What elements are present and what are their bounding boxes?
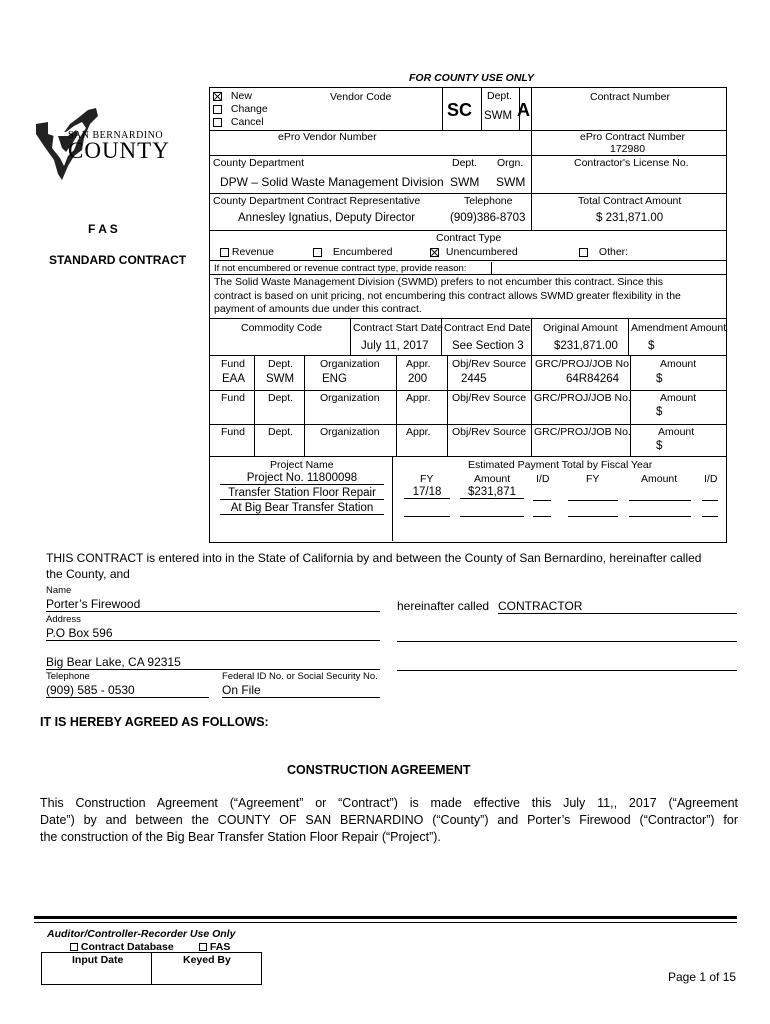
name-label: Name (46, 585, 72, 596)
type-revenue (220, 246, 274, 258)
appr-label: Appr. (406, 392, 431, 404)
grc-label: GRC/PROJ/JOB No. (534, 392, 631, 404)
rep-name: Annesley Ignatius, Deputy Director (238, 212, 416, 224)
county-dept-label: County Department (213, 157, 305, 169)
rep-telephone: (909)386-8703 (450, 212, 526, 224)
reason-line: contract is based on unit pricing, not encumbering this contract allows SWMD greater flexibility in the (214, 289, 681, 302)
reason-label: If not encumbered or revenue contract type, provide reason: (214, 263, 467, 274)
encumbered-checkbox[interactable] (313, 248, 322, 257)
county-logo (34, 104, 169, 186)
telephone-label: Telephone (464, 195, 513, 207)
fedid-label: Federal ID No. or Social Security No. (222, 671, 378, 682)
epro-contract-number: 172980 (610, 143, 646, 155)
status-group (213, 90, 268, 129)
reason-line: The Solid Waste Management Division (SWMD) prefers to not encumber this contract. Since this (214, 276, 663, 288)
license-label: Contractor's License No. (574, 157, 689, 169)
intro-line: the County, and (46, 567, 130, 581)
fund-value: EAA (222, 373, 246, 385)
dept-value-top: SWM (484, 110, 513, 122)
fy-label: FY (586, 473, 600, 485)
project-line: At Big Bear Transfer Station (220, 502, 384, 515)
agreed-heading: IT IS HEREBY AGREED AS FOLLOWS: (40, 715, 269, 729)
project-line: Project No. 11800098 (220, 472, 384, 485)
fas-label: F A S (88, 222, 118, 236)
contract-number-label: Contract Number (590, 91, 670, 103)
original-amount: $231,871.00 (554, 340, 618, 352)
original-amount-label: Original Amount (543, 322, 618, 334)
amendment-amount: $ (648, 340, 655, 352)
amendment-amount-label: Amendment Amount (631, 322, 727, 334)
new-label: New (230, 90, 252, 102)
cancel-checkbox[interactable] (213, 118, 222, 127)
obj-label: Obj/Rev Source (452, 358, 527, 370)
est-payment-label: Estimated Payment Total by Fiscal Year (468, 459, 653, 471)
contract-database-label: Contract Database (80, 941, 174, 953)
type-encumbered (313, 246, 392, 258)
fund-label: Fund (221, 392, 245, 404)
agreement-title: CONSTRUCTION AGREEMENT (287, 763, 471, 777)
footer-rule (34, 916, 737, 919)
project-amount: $231,871 (460, 486, 524, 499)
unencumbered-checkbox[interactable] (430, 248, 439, 257)
fund-amount: $ (656, 406, 663, 418)
id-label: I/D (704, 473, 718, 485)
intro-paragraph (46, 550, 746, 582)
agreement-line: Date”) by and between the COUNTY OF SAN BERNARDINO (“County”) and Porter’s Firewood (“Contractor”) for (40, 813, 738, 827)
appr-label: Appr. (406, 426, 431, 438)
fas-checkbox[interactable] (199, 943, 207, 951)
amount-label: Amount (658, 426, 695, 438)
grc-label: GRC/PROJ/JOB No (535, 358, 629, 370)
input-date-label: Input Date (72, 954, 124, 966)
org-label: Organization (320, 358, 380, 370)
org-label: Organization (320, 426, 380, 438)
intro-line: THIS CONTRACT is entered into in the State of California by and between the County of San Bernardino, hereinafter called (46, 551, 702, 565)
start-date-label: Contract Start Date (353, 322, 443, 334)
project-name-label: Project Name (270, 459, 334, 471)
standard-contract-label: STANDARD CONTRACT (49, 253, 187, 267)
fund-dept-label: Dept. (268, 426, 294, 438)
dept-value: SWM (450, 175, 480, 189)
page-number: Page 1 of 15 (668, 970, 737, 984)
contract-database-checkbox[interactable] (70, 943, 78, 951)
project-amount-label: Amount (641, 473, 678, 485)
start-date: July 11, 2017 (361, 340, 429, 352)
revenue-label: Revenue (231, 246, 274, 258)
cancel-label: Cancel (230, 116, 264, 128)
a-code: A (517, 100, 530, 120)
obj-label: Obj/Rev Source (452, 426, 527, 438)
total-amount: $ 231,871.00 (596, 212, 664, 224)
orgn-label: Orgn. (497, 157, 524, 169)
fund-amount: $ (656, 373, 663, 385)
project-line: Transfer Station Floor Repair (220, 487, 384, 500)
address-label: Address (46, 614, 81, 625)
commodity-code-label: Commodity Code (241, 322, 323, 334)
agreement-line: This Construction Agreement (“Agreement” or “Contract”) is made effective this July 11,, 2017 (“Agreement (40, 796, 738, 810)
sc-code: SC (447, 100, 473, 120)
contractor-telephone: (909) 585 - 0530 (46, 683, 209, 698)
epro-contract-label: ePro Contract Number (580, 131, 686, 143)
telephone-label-2: Telephone (46, 671, 90, 682)
end-date-label: Contract End Date (444, 322, 531, 334)
fas-option-label: FAS (209, 941, 231, 953)
fy-label: FY (420, 473, 434, 485)
reason-text (214, 276, 724, 317)
county-use-only-heading: FOR COUNTY USE ONLY (409, 72, 535, 84)
contractor-designation: CONTRACTOR (498, 599, 737, 614)
fund-amount: $ (656, 440, 663, 452)
rep-label: County Department Contract Representative (213, 195, 421, 207)
county-dept-value: DPW – Solid Waste Management Division (220, 175, 444, 189)
encumbered-label: Encumbered (332, 246, 393, 258)
project-amount-label: Amount (474, 473, 511, 485)
logo-text-line1: SAN BERNARDINO (68, 130, 164, 141)
vendor-code-label: Vendor Code (330, 91, 392, 103)
appr-value: 200 (408, 373, 428, 385)
amount-label: Amount (660, 392, 697, 404)
orgn-value: SWM (496, 175, 526, 189)
address-line1: P.O Box 596 (46, 626, 380, 641)
keyed-by-label: Keyed By (183, 954, 231, 966)
org-label: Organization (320, 392, 380, 404)
type-other (579, 246, 628, 258)
address-line2: Big Bear Lake, CA 92315 (46, 655, 380, 670)
fund-label: Fund (221, 358, 245, 370)
logo-text-line2: COUNTY (68, 138, 170, 163)
new-checkbox[interactable] (213, 92, 222, 101)
fund-label: Fund (221, 426, 245, 438)
change-label: Change (230, 103, 268, 115)
fund-dept-label: Dept. (268, 358, 294, 370)
obj-value: 2445 (461, 373, 487, 385)
dept-label-2: Dept. (452, 157, 478, 169)
unencumbered-label: Unencumbered (445, 246, 518, 258)
fund-dept-label: Dept. (268, 392, 294, 404)
org-value: ENG (322, 373, 347, 385)
id-label: I/D (536, 473, 550, 485)
fedid-value: On File (222, 683, 380, 698)
contractor-name: Porter’s Firewood (46, 597, 380, 612)
total-amount-label: Total Contract Amount (578, 195, 682, 207)
project-fy: 17/18 (404, 486, 450, 499)
amount-label: Amount (660, 358, 697, 370)
hereinafter-label: hereinafter called (397, 599, 490, 613)
dept-label-top: Dept. (487, 90, 513, 102)
appr-label: Appr. (406, 358, 431, 370)
other-label: Other: (598, 246, 629, 258)
end-date: See Section 3 (452, 340, 524, 352)
fund-dept-value: SWM (266, 373, 295, 385)
change-checkbox[interactable] (213, 105, 222, 114)
agreement-paragraph (40, 795, 738, 846)
auditor-label: Auditor/Controller-Recorder Use Only (47, 928, 236, 940)
contract-type-label: Contract Type (436, 232, 502, 244)
other-checkbox[interactable] (579, 248, 588, 257)
obj-label: Obj/Rev Source (452, 392, 527, 404)
grc-label: GRC/PROJ/JOB No. (534, 426, 631, 438)
agreement-line: the construction of the Big Bear Transfer Station Floor Repair (“Project”). (40, 830, 441, 844)
epro-vendor-label: ePro Vendor Number (278, 131, 377, 143)
revenue-checkbox[interactable] (220, 248, 229, 257)
reason-line: payment of amounts due under this contract. (214, 303, 422, 315)
type-unencumbered (430, 246, 518, 258)
grc-value: 64R84264 (566, 373, 620, 385)
